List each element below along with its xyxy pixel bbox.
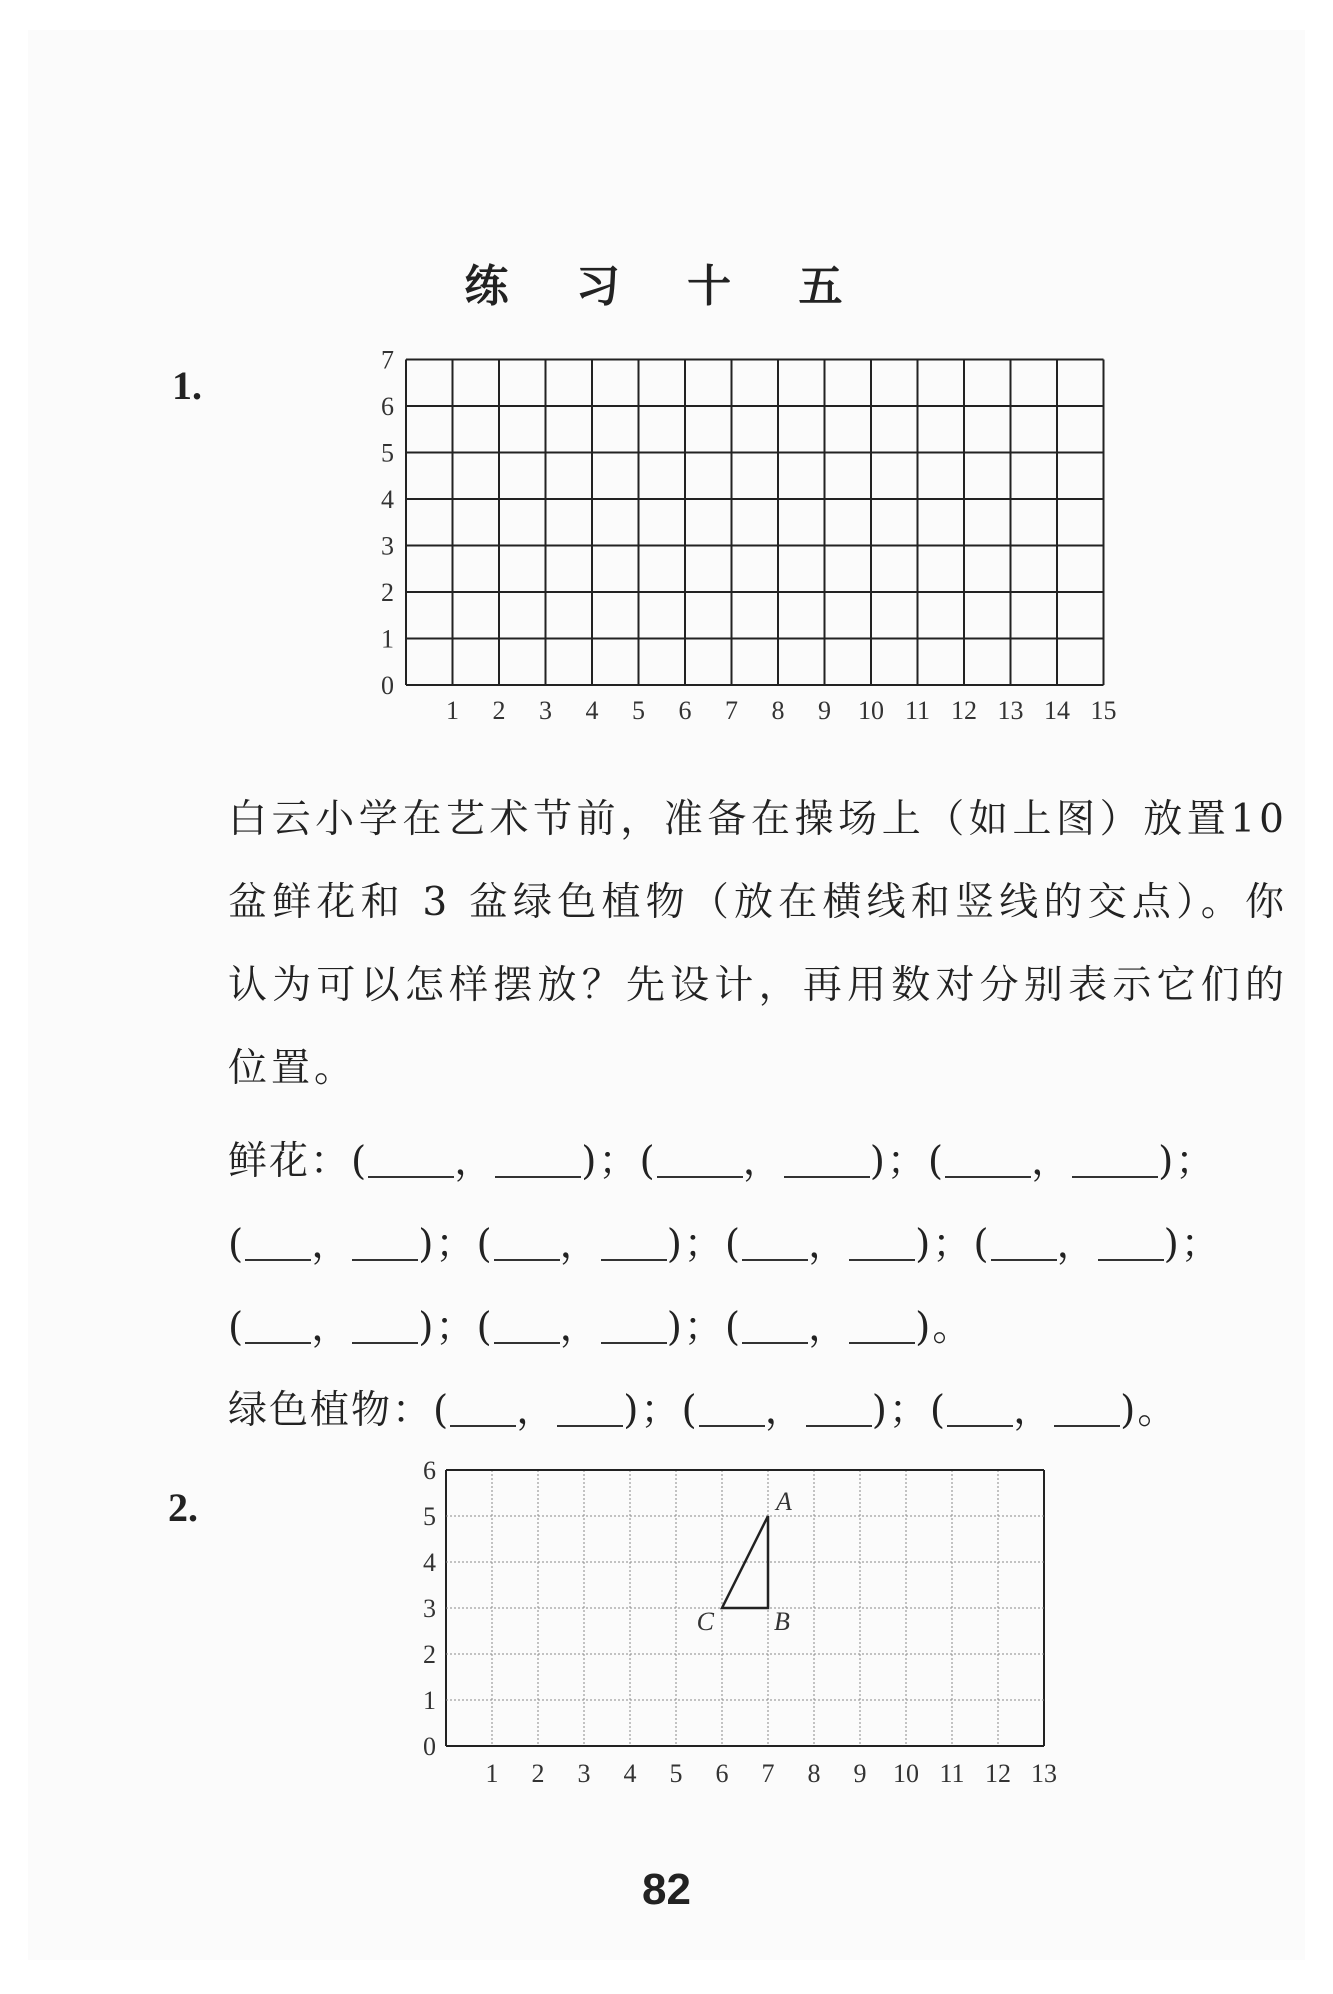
triangle-abc <box>722 1516 768 1608</box>
y-tick-label: 4 <box>381 485 394 514</box>
y-tick-label: 3 <box>423 1594 436 1623</box>
answer-blank[interactable] <box>849 1312 915 1344</box>
answer-blank[interactable] <box>245 1312 311 1344</box>
answer-blank[interactable] <box>368 1146 454 1178</box>
flowers-row-1: 鲜花：( ， )；( ， )；( ， )； <box>228 1139 1217 1184</box>
question-1-grid <box>360 345 1120 750</box>
question-1-number: 1. <box>172 363 202 408</box>
x-tick-label: 14 <box>1044 696 1070 725</box>
answer-blank[interactable] <box>945 1146 1031 1178</box>
x-tick-label: 11 <box>939 1759 965 1788</box>
y-tick-label: 7 <box>381 345 394 375</box>
answer-blank[interactable] <box>742 1229 808 1261</box>
answer-blank[interactable] <box>1098 1229 1164 1261</box>
vertex-label: B <box>774 1607 790 1636</box>
x-tick-label: 2 <box>492 696 506 725</box>
plants-row: 绿色植物：( ， )；( ， )；( ， )。 <box>228 1388 1179 1433</box>
answer-blank[interactable] <box>450 1395 516 1427</box>
answer-blank[interactable] <box>657 1146 743 1178</box>
x-tick-label: 3 <box>539 696 552 725</box>
x-tick-label: 13 <box>1031 1759 1057 1788</box>
answer-blank[interactable] <box>947 1395 1013 1427</box>
answer-blank[interactable] <box>557 1395 623 1427</box>
flowers-label: 鲜花： <box>228 1139 352 1184</box>
page-number: 82 <box>642 1865 691 1914</box>
flowers-row-2: ( ， )；( ， )；( ， )；( ， )； <box>228 1222 1222 1267</box>
x-tick-label: 7 <box>725 696 738 725</box>
answer-blank[interactable] <box>991 1229 1057 1261</box>
x-tick-label: 11 <box>904 696 931 725</box>
answer-blank[interactable] <box>352 1229 418 1261</box>
x-tick-label: 13 <box>997 696 1024 725</box>
y-tick-label: 1 <box>423 1686 436 1715</box>
x-tick-label: 15 <box>1090 696 1117 725</box>
answer-blank[interactable] <box>849 1229 915 1261</box>
answer-blank[interactable] <box>806 1395 872 1427</box>
question-1-text: 白云小学在艺术节前，准备在操场上（如上图）放置10 盆鲜花和 3 盆绿色植物（放在横线和竖线的交点）。你认为可以怎样摆放？先设计，再用数对分别表示它们的位置。 <box>228 797 1288 1091</box>
answer-blank[interactable] <box>1072 1146 1158 1178</box>
y-tick-label: 5 <box>381 438 394 468</box>
y-tick-label: 1 <box>381 624 394 654</box>
question-2-number: 2. <box>168 1485 198 1530</box>
y-tick-label: 3 <box>381 531 394 561</box>
y-tick-label: 2 <box>423 1640 436 1669</box>
y-tick-label: 0 <box>381 671 394 700</box>
x-tick-label: 8 <box>807 1759 821 1788</box>
answer-blank[interactable] <box>699 1395 765 1427</box>
x-tick-label: 6 <box>678 696 692 725</box>
plants-label: 绿色植物： <box>228 1388 434 1433</box>
y-tick-label: 6 <box>423 1456 436 1485</box>
x-tick-label: 1 <box>485 1759 499 1788</box>
question-2-grid <box>410 1456 1090 1818</box>
x-tick-label: 10 <box>893 1759 919 1788</box>
answer-blank[interactable] <box>352 1312 418 1344</box>
x-tick-label: 2 <box>531 1759 545 1788</box>
x-tick-label: 6 <box>715 1759 729 1788</box>
y-tick-label: 0 <box>423 1732 436 1761</box>
answer-blank[interactable] <box>601 1229 667 1261</box>
answer-blank[interactable] <box>784 1146 870 1178</box>
x-tick-label: 4 <box>623 1759 637 1788</box>
answer-blank[interactable] <box>1054 1395 1120 1427</box>
flowers-row-3: ( ， )；( ， )；( ， )。 <box>228 1305 974 1350</box>
y-tick-label: 4 <box>423 1548 436 1577</box>
x-tick-label: 3 <box>577 1759 591 1788</box>
x-tick-label: 8 <box>771 696 785 725</box>
answer-blank[interactable] <box>495 1146 581 1178</box>
x-tick-label: 7 <box>761 1759 775 1788</box>
x-tick-label: 9 <box>853 1759 867 1788</box>
y-tick-label: 2 <box>381 578 394 607</box>
x-tick-label: 5 <box>632 696 645 725</box>
x-tick-label: 9 <box>818 696 831 725</box>
x-tick-label: 12 <box>951 696 977 725</box>
y-tick-label: 6 <box>381 392 394 421</box>
vertex-label: A <box>776 1487 792 1516</box>
answer-blank[interactable] <box>494 1312 560 1344</box>
x-tick-label: 4 <box>585 696 599 725</box>
y-tick-label: 5 <box>423 1502 436 1531</box>
x-tick-label: 10 <box>858 696 884 725</box>
answer-blank[interactable] <box>494 1229 560 1261</box>
x-tick-label: 5 <box>669 1759 683 1788</box>
vertex-label: C <box>696 1607 714 1636</box>
x-tick-label: 12 <box>985 1759 1011 1788</box>
x-tick-label: 1 <box>446 696 459 725</box>
answer-blank[interactable] <box>245 1229 311 1261</box>
answer-blank[interactable] <box>601 1312 667 1344</box>
exercise-title: 练 习 十 五 <box>464 261 869 312</box>
answer-blank[interactable] <box>742 1312 808 1344</box>
